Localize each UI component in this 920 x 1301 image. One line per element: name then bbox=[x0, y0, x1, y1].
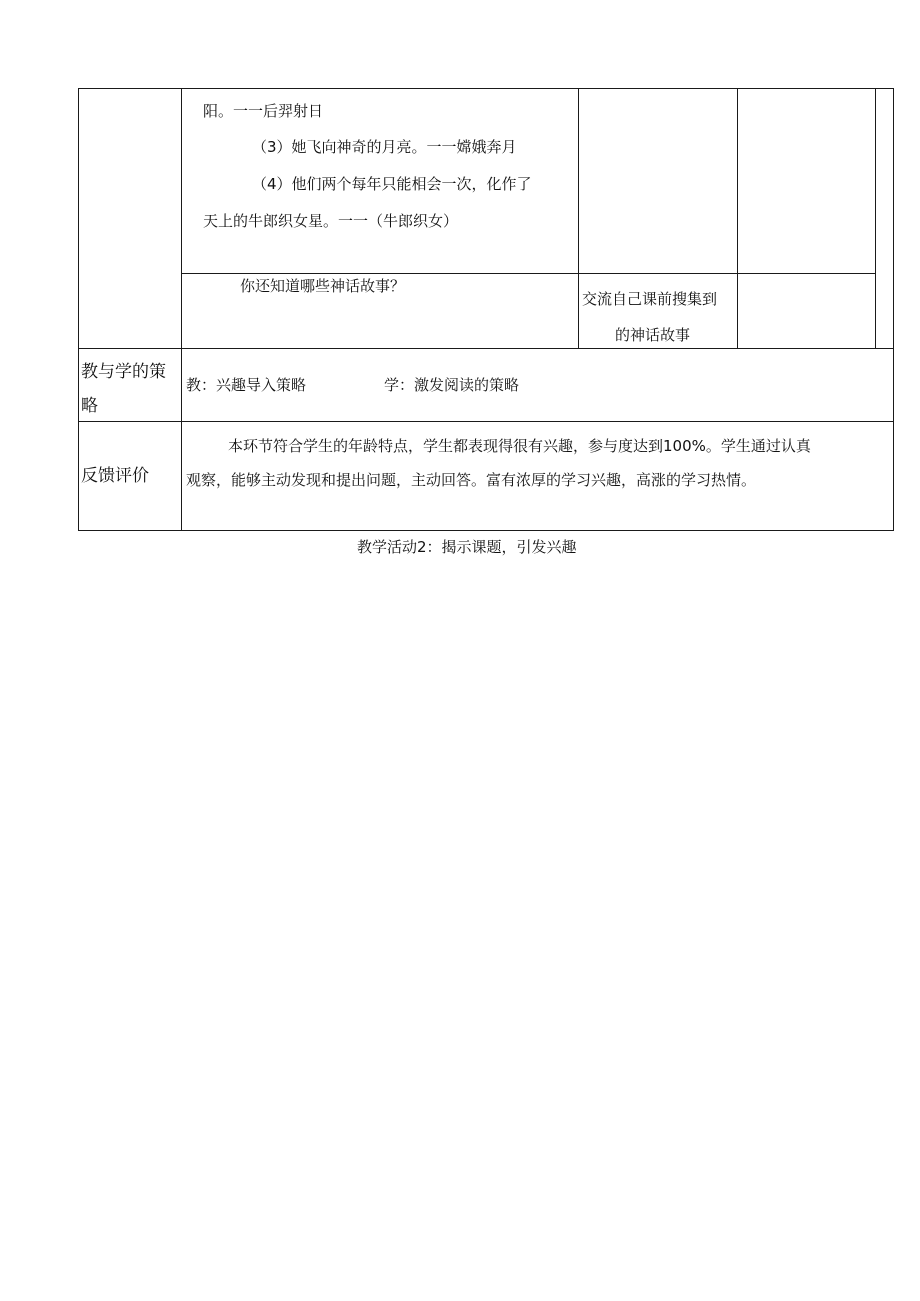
intent-column-divider bbox=[737, 88, 738, 349]
strategy-label-line-1: 教与学的策 bbox=[81, 362, 166, 382]
table-left-border bbox=[78, 88, 79, 531]
feedback-label: 反馈评价 bbox=[81, 466, 149, 486]
content-line-3: （4）他们两个每年只能相会一次，化作了 bbox=[252, 175, 532, 193]
feedback-line-2: 观察，能够主动发现和提出问题，主动回答。富有浓厚的学习兴趣，高涨的学习热情。 bbox=[186, 471, 757, 489]
content-line-4: 天上的牛郎织女星。一一（牛郎织女） bbox=[203, 212, 459, 230]
content-line-1: 阳。一一后羿射日 bbox=[203, 102, 324, 120]
feedback-line-1: 本环节符合学生的年龄特点，学生都表现得很有兴趣，参与度达到100%。学生通过认真 bbox=[228, 437, 811, 455]
question-text: 你还知道哪些神话故事？ bbox=[240, 277, 406, 295]
inner-right-border bbox=[875, 88, 876, 349]
student-activity-line-1: 交流自己课前搜集到 bbox=[582, 290, 718, 308]
label-column-divider bbox=[181, 88, 182, 531]
activity-caption: 教学活动2：揭示课题，引发兴趣 bbox=[357, 538, 577, 556]
row-divider-1 bbox=[181, 273, 876, 274]
content-line-2: （3）她飞向神奇的月亮。一一嫦娥奔月 bbox=[252, 138, 517, 156]
student-activity-line-2: 的神话故事 bbox=[615, 326, 691, 344]
row-divider-3 bbox=[78, 421, 894, 422]
table-top-border bbox=[78, 88, 894, 89]
strategy-label-line-2: 略 bbox=[81, 396, 98, 416]
table-right-border bbox=[893, 88, 894, 531]
learn-strategy: 学：激发阅读的策略 bbox=[384, 376, 520, 394]
activity-column-divider bbox=[578, 88, 579, 349]
table-bottom-border bbox=[78, 530, 894, 531]
teach-strategy: 教：兴趣导入策略 bbox=[186, 376, 307, 394]
row-divider-2 bbox=[78, 348, 894, 349]
